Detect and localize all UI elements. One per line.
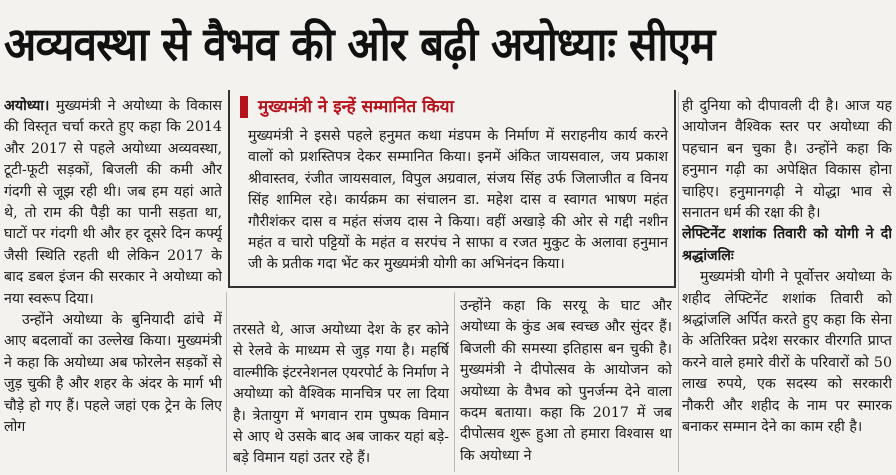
column1-paragraph-1	[4, 96, 222, 310]
article-column-1	[4, 96, 222, 471]
dateline: अयोध्या।	[4, 98, 50, 114]
column1-paragraph-2: उन्होंने अयोध्या के बुनियादी ढांचे में आए बदलावों का उल्लेख किया। मुख्यमंत्री ने कहा कि अयोध्या अब फोरलेन सड़कों से जुड़ चुकी है और शहर के अंदर के मार्ग भी चौड़े हो गए हैं। पहले जहां एक ट्रेन के लिए लोग	[4, 312, 222, 436]
column1-text-1: मुख्यमंत्री ने अयोध्या के विकास की विस्तृत चर्चा करते हुए कहा कि 2014 और 2017 से पहले अयोध्या अव्यवस्था, टूटी-फूटी सड़कों, बिजली की कमी और गंदगी से जूझ रही थी। जब हम यहां आते थे, तो राम की पैड़ी का पानी सड़ता था, घाटों पर गंदगी थी और हर दूसरे दिन कर्फ्यू जैसी स्थिति रहती थी लेकिन 2017 के बाद डबल इंजन की सरकार ने अयोध्या को नया स्वरूप दिया।	[4, 98, 222, 307]
article-column-3	[233, 320, 449, 472]
column5-body: मुख्यमंत्री योगी ने पूर्वोत्तर अयोध्या के शहीद लेफ्टिनेंट शशांक तिवारी को श्रद्धांजलि अर्पित करते हुए कहा कि सेना के अतिरिक्त प्रदेश सरकार वीरगति प्राप्त करने वाले हमारे वीरों के परिवारों को 50 लाख रुपये, एक सदस्य को सरकारी नौकरी और शहीद के नाम पर स्मारक बनाकर सम्मान देने का काम रही है।	[682, 269, 892, 436]
honorees-box	[228, 90, 676, 288]
column-divider-2	[454, 292, 455, 472]
box-body: मुख्यमंत्री ने इससे पहले हनुमत कथा मंडपम के निर्माण में सराहनीय कार्य करने वालों को प्रशस्तिपत्र देकर सम्मानित किया। इनमें अंकित जायसवाल, जय प्रकाश श्रीवास्तव, रंजीत जायसवाल, विपुल अग्रवाल, संजय सिंह उर्फ जिलाजीत व विनय सिंह शामिल रहे। कार्यक्रम का संचालन डा. महेश दास व स्वागत भाषण महंत गौरीशंकर दास व महंत संजय दास ने किया। वहीं अखाड़े की ओर से गद्दी नशीन महंत व चारो पट्टियों के महंत व सरपंच ने साफा व रजत मुकुट के अलावा हनुमान जी के प्रतीक गदा भेंट कर मुख्यमंत्री योगी का अभिनंदन किया।	[248, 128, 668, 273]
box-title: मुख्यमंत्री ने इन्हें सम्मानित किया	[258, 97, 454, 117]
column3-paragraph: तरसते थे, आज अयोध्या देश के हर कोने से रेलवे के माध्यम से जुड़ गया है। महर्षि वाल्मीकि इंटरनेशनल एयरपोर्ट के निर्माण ने अयोध्या को वैश्विक मानचित्र पर ला दिया है। त्रेतायुग में भगवान राम पुष्पक विमान से आए थे उसके बाद अब जाकर यहां बड़े-बड़े विमान यहां उतर रहे हैं।	[233, 322, 449, 467]
column5-intro: ही दुनिया को दीपावली दी है। आज यह आयोजन वैश्विक स्तर पर अयोध्या की पहचान बन चुका है। उन्होंने कहा कि हनुमान गढ़ी का अपेक्षित विकास होना चाहिए। हनुमानगढ़ी ने योद्धा भाव से सनातन धर्म की रक्षा की है।	[682, 98, 892, 222]
box-accent-bar	[240, 96, 248, 118]
article-column-5	[682, 96, 892, 472]
column4-paragraph: उन्होंने कहा कि सरयू के घाट और अयोध्या के कुंड अब स्वच्छ और सुंदर हैं। बिजली की समस्या इतिहास बन चुकी है। मुख्यमंत्री ने दीपोत्सव के आयोजन को अयोध्या के वैभव को पुनर्जन्म देने वाला कदम बताया। कहा कि 2017 में जब दीपोत्सव शुरू हुआ तो हमारा विश्वास था कि अयोध्या ने	[460, 298, 672, 464]
column-divider-3	[678, 92, 679, 472]
column-divider-1	[226, 292, 227, 472]
tribute-subhead: लेफ्टिनेंट शशांक तिवारी को योगी ने दी श्रद्धांजलिः	[682, 226, 892, 264]
article-column-4	[460, 296, 672, 472]
headline: अव्यवस्था से वैभव की ओर बढ़ी अयोध्याः सीएम	[4, 17, 715, 71]
